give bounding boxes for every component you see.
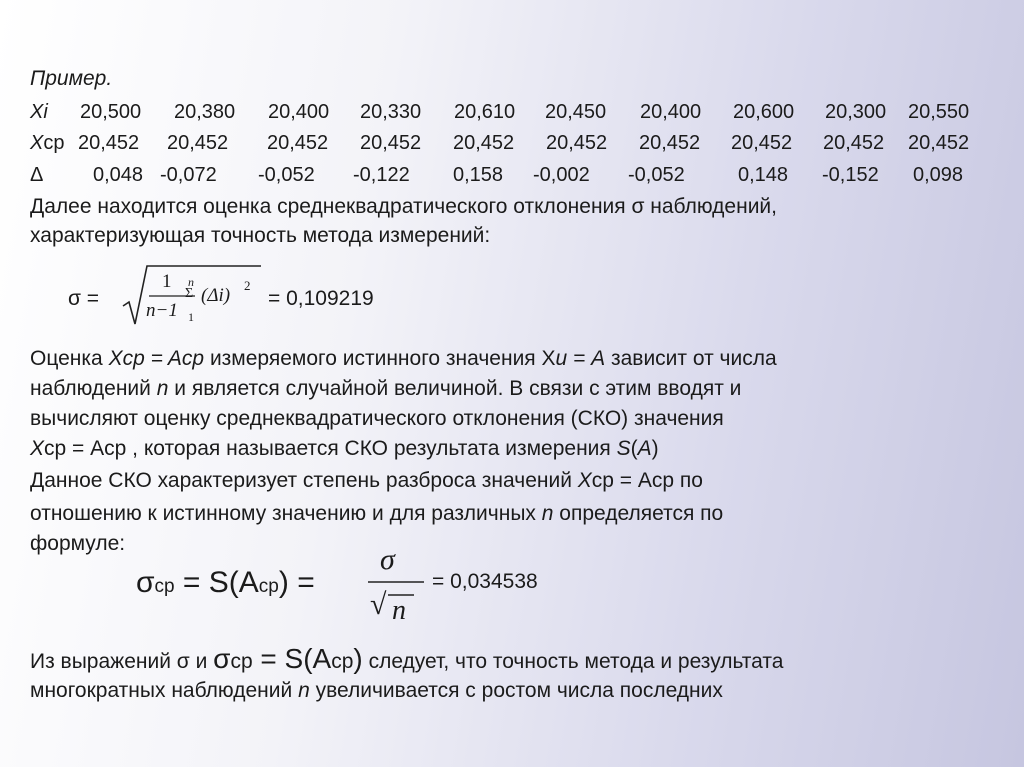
- delta-value: 0,098: [913, 164, 964, 186]
- xcp-value: 20,452: [639, 132, 701, 154]
- xcp-value: 20,452: [360, 132, 422, 154]
- delta-value: -0,002: [533, 164, 590, 186]
- formula-result: = 0,034538: [432, 570, 538, 593]
- xi-value: 20,300: [825, 101, 887, 123]
- xcp-value: 20,452: [453, 132, 515, 154]
- xi-label: Xi: [30, 101, 48, 123]
- sum-upper-limit: n: [188, 275, 194, 289]
- paragraph-line: формуле:: [30, 532, 126, 555]
- formula-numerator: 1: [162, 271, 172, 292]
- xcp-value: 20,452: [731, 132, 793, 154]
- formula-numerator: σ: [380, 543, 395, 576]
- xi-value: 20,450: [545, 101, 607, 123]
- paragraph-line: наблюдений n и является случайной величиной. В связи с этим вводят и: [30, 377, 742, 400]
- formula-lhs: σ =: [68, 287, 100, 310]
- xcp-value: 20,452: [267, 132, 329, 154]
- formula-lhs: σср = S(Aср) =: [136, 566, 315, 599]
- delta-value: -0,052: [258, 164, 315, 186]
- formula-denominator: n−1: [146, 300, 178, 321]
- sum-symbol: Σ: [185, 286, 194, 301]
- xi-value: 20,500: [80, 101, 142, 123]
- xcp-value: 20,452: [167, 132, 229, 154]
- xi-row: [30, 100, 990, 124]
- formula-denominator: n: [392, 595, 406, 626]
- xi-value: 20,400: [268, 101, 330, 123]
- fraction-bar: [368, 580, 428, 584]
- xcp-value: 20,452: [823, 132, 885, 154]
- sqrt-overline: [388, 593, 418, 597]
- sqrt-symbol: √: [370, 588, 387, 621]
- delta-row: [30, 163, 990, 187]
- paragraph-line: Xср = Aср , которая называется СКО результата измерения S(A): [30, 437, 659, 460]
- paragraph-line: многократных наблюдений n увеличивается с ростом числа последних: [30, 679, 723, 702]
- paragraph-line: Из выражений σ и σср = S(Aср) следует, что точность метода и результата: [30, 643, 784, 674]
- paragraph-line: характеризующая точность метода измерений:: [30, 224, 491, 247]
- xcp-row: [30, 131, 990, 155]
- delta-label: Δ: [30, 164, 44, 186]
- sum-term: (Δi): [201, 285, 231, 306]
- paragraph-line: Далее находится оценка среднеквадратического отклонения σ наблюдений,: [30, 195, 777, 218]
- sum-lower-limit: 1: [188, 310, 194, 324]
- delta-value: 0,048: [93, 164, 144, 186]
- xi-value: 20,610: [454, 101, 516, 123]
- xi-value: 20,400: [640, 101, 702, 123]
- delta-value: -0,122: [353, 164, 410, 186]
- term-exponent: 2: [244, 278, 251, 293]
- xi-value: 20,380: [174, 101, 236, 123]
- xcp-value: 20,452: [908, 132, 970, 154]
- xcp-label: Xср: [30, 132, 65, 154]
- example-label: Пример.: [30, 67, 113, 90]
- paragraph-line: Данное СКО характеризует степень разброса значений Xср = Aср по: [30, 469, 703, 492]
- delta-value: -0,052: [628, 164, 685, 186]
- xi-value: 20,550: [908, 101, 970, 123]
- paragraph-line: вычисляют оценку среднеквадратического отклонения (СКО) значения: [30, 407, 724, 430]
- xi-value: 20,330: [360, 101, 422, 123]
- formula-result: = 0,109219: [268, 287, 374, 310]
- delta-value: 0,148: [738, 164, 789, 186]
- delta-value: 0,158: [453, 164, 504, 186]
- paragraph-line: отношению к истинному значению и для различных n определяется по: [30, 502, 724, 525]
- delta-value: -0,072: [160, 164, 217, 186]
- xi-value: 20,600: [733, 101, 795, 123]
- xcp-value: 20,452: [78, 132, 140, 154]
- paragraph-line: Оценка Xcp = Acp измеряемого истинного значения Хи = A зависит от числа: [30, 347, 777, 370]
- sqrt-sign: [121, 262, 261, 332]
- delta-value: -0,152: [822, 164, 879, 186]
- xcp-value: 20,452: [546, 132, 608, 154]
